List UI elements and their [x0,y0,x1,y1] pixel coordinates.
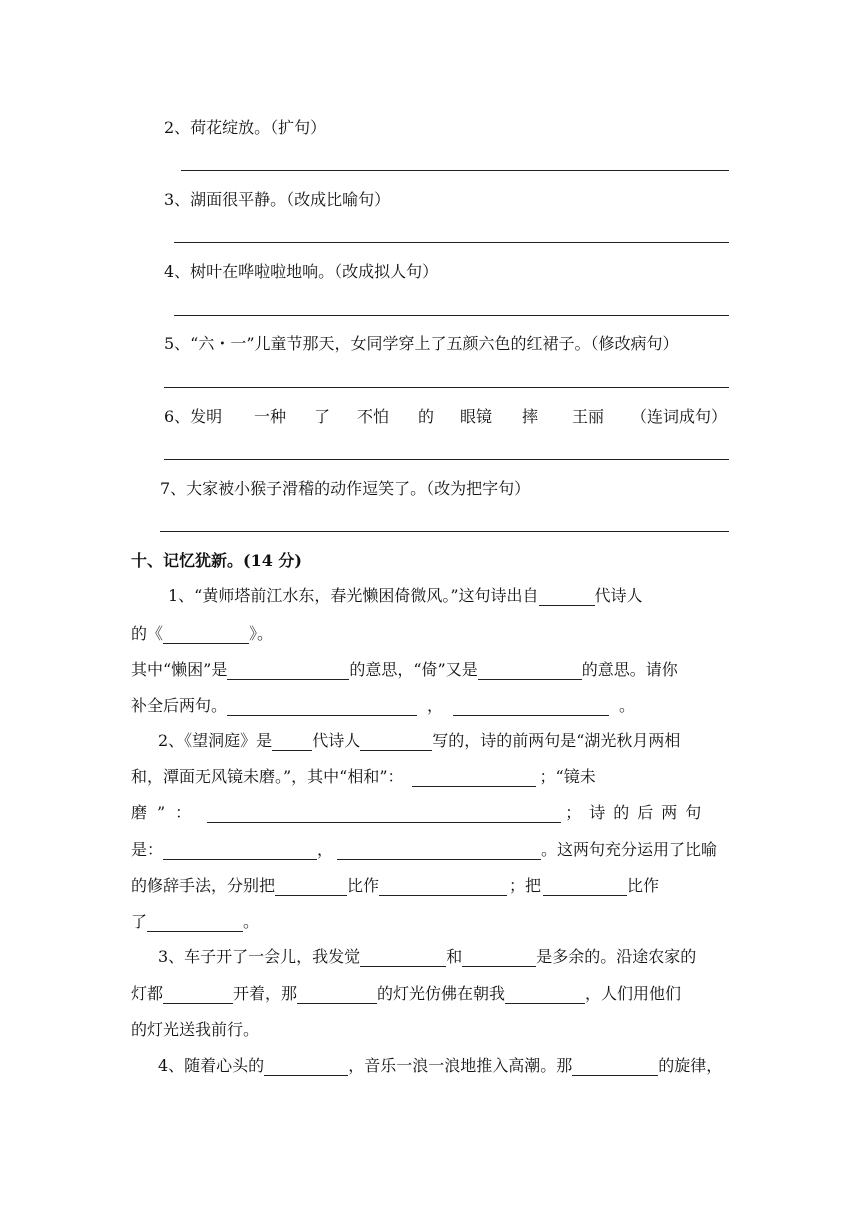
question-7: 7、大家被小猴子滑稽的动作逗笑了。（改为把字句） [160,479,531,498]
text: ，音乐一浪一浪地推入高潮。那 [348,1056,573,1075]
word-token: 6、发明 [164,407,223,426]
s10-q1-line1 [168,586,643,606]
fill-blank[interactable] [360,733,432,751]
text: 3、车子开了一会儿，我发觉 [158,947,361,966]
fill-blank[interactable] [453,698,609,716]
fill-blank[interactable] [297,986,377,1004]
fill-blank[interactable] [275,878,347,896]
text: ；把 [509,876,542,895]
text: 和，潭面无风镜未磨。”，其中“相和”： [131,767,404,786]
text: 的修辞手法，分别把 [131,876,276,895]
text: 其中“懒困”是 [131,660,228,679]
answer-line-6[interactable] [164,459,729,460]
text: 4、随着心头的 [158,1056,265,1075]
text: 是： [131,840,164,859]
text: 》。 [249,624,274,643]
fill-blank[interactable] [462,949,536,967]
s10-q1-line3 [131,660,678,680]
s10-q2-line3 [131,803,709,823]
question-3: 3、湖面很平静。（改成比喻句） [164,190,391,209]
text: 的意思。请你 [581,660,678,679]
s10-q3-line3 [131,1020,259,1040]
s10-q2-line4 [131,840,717,860]
text: 灯都 [131,984,164,1003]
word-token: 不怕 [357,407,390,426]
text: ；诗的后两句 [565,803,710,822]
s10-q3-line1 [158,947,696,967]
text: ；“镜未 [539,767,596,786]
text: 和 [446,947,463,966]
text: 2、《望洞庭》是 [158,731,273,750]
text: 补全后两句。 [131,696,228,715]
text: 。这两句充分运用了比喻 [541,840,718,859]
text: 开着，那 [233,984,298,1003]
text: 的《 [131,624,164,643]
word-token: 了 [314,407,331,426]
fill-blank[interactable] [163,842,317,860]
answer-line-3[interactable] [174,242,729,243]
text: 。 [243,912,260,931]
text: ， [317,840,334,859]
answer-line-2[interactable] [181,170,729,171]
question-4: 4、树叶在哗啦啦地响。（改成拟人句） [164,262,439,281]
text: 的灯光送我前行。 [131,1020,260,1039]
fill-blank[interactable] [543,878,627,896]
s10-q1-line4 [131,696,635,716]
text: 的意思，“倚”又是 [349,660,478,679]
s10-q2-line6 [131,912,259,932]
fill-blank[interactable] [264,1058,348,1076]
text: 代诗人 [312,731,361,750]
fill-blank[interactable] [337,842,541,860]
fill-blank[interactable] [505,986,585,1004]
s10-q4-line1 [158,1056,722,1076]
answer-line-4[interactable] [174,315,729,316]
text: 1、“黄师塔前江水东，春光懒困倚微风。”这句诗出自 [168,586,539,605]
word-token: 眼镜 [460,407,493,426]
text: 磨”： [131,803,202,822]
answer-line-7[interactable] [160,531,729,532]
text: 写的，诗的前两句是“湖光秋月两相 [432,731,681,750]
fill-blank[interactable] [147,914,243,932]
word-token: 摔 [522,407,539,426]
s10-q3-line2 [131,984,681,1004]
text: 的旋律， [658,1056,723,1075]
fill-blank[interactable] [227,698,417,716]
text: 。 [619,696,636,715]
text: 是多余的。沿途农家的 [536,947,697,966]
text: 的灯光仿佛在朝我 [377,984,506,1003]
fill-blank[interactable] [207,805,561,823]
fill-blank[interactable] [227,662,349,680]
fill-blank[interactable] [360,949,446,967]
text: 了 [131,912,148,931]
word-token: 的 [418,407,435,426]
question-2: 2、荷花绽放。（扩句） [164,118,327,137]
fill-blank[interactable] [539,588,595,606]
section-heading: 十、记忆犹新。(14 分) [131,551,302,570]
text: 比作 [627,876,660,895]
s10-q2-line1 [158,731,680,751]
question-5: 5、“六・一”儿童节那天，女同学穿上了五颜六色的红裙子。（修改病句） [164,334,679,353]
fill-blank[interactable] [379,878,507,896]
word-token: 一种 [254,407,287,426]
word-token: （连词成句） [631,407,728,426]
fill-blank[interactable] [163,626,249,644]
s10-q2-line2 [131,767,596,787]
s10-q1-line2 [131,624,273,644]
text: 代诗人 [594,586,643,605]
fill-blank[interactable] [163,986,233,1004]
text: ， [427,696,444,715]
text: 比作 [347,876,380,895]
fill-blank[interactable] [412,769,536,787]
text: ，人们用他们 [585,984,682,1003]
fill-blank[interactable] [272,733,312,751]
fill-blank[interactable] [572,1058,658,1076]
word-token: 王丽 [572,407,605,426]
answer-line-5[interactable] [164,387,729,388]
s10-q2-line5 [131,876,659,896]
fill-blank[interactable] [478,662,582,680]
